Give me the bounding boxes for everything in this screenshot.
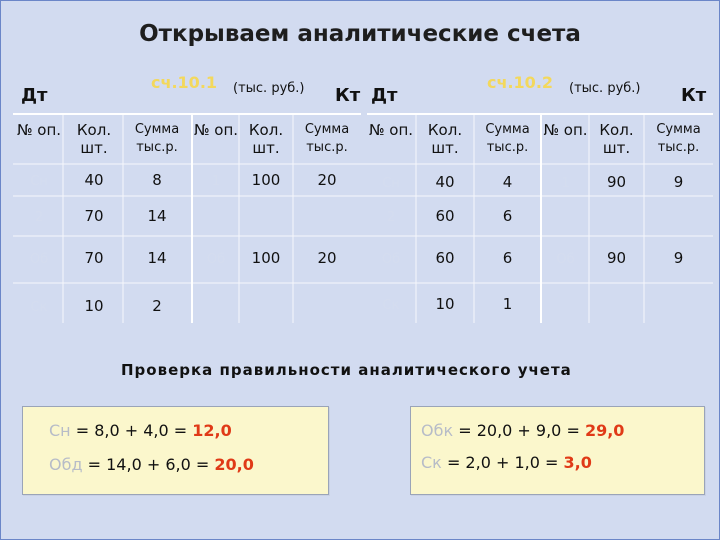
left-debit-label: Дт: [21, 85, 48, 106]
right-debit-op-header: № оп.: [368, 121, 414, 139]
left-row-3-qty2: 100: [251, 249, 281, 267]
right-debit-label: Дт: [371, 85, 398, 106]
right-debit-sum-header: Сумма тыс.р.: [485, 122, 530, 155]
left-row-1-sum2: 20: [317, 171, 337, 189]
left-row-4-qty: 10: [84, 297, 104, 315]
t-account-grid: [1, 1, 719, 331]
check-line-4-expr: = 2,0 + 1,0 =: [446, 453, 559, 472]
right-row-3-op: Об: [381, 252, 401, 267]
check-line-3-expr: = 20,0 + 9,0 =: [458, 421, 580, 440]
left-row-2-sum: 14: [147, 207, 167, 225]
right-row-1-sum: 4: [502, 173, 513, 191]
left-row-1-sum: 8: [152, 171, 162, 189]
left-row-1-qty2: 100: [251, 171, 281, 189]
right-row-3-op2: Об: [556, 252, 575, 267]
right-row-4-op: Ск: [382, 298, 400, 313]
right-credit-sum-header: Сумма тыс.р.: [656, 122, 701, 155]
right-row-2-op: 2: [386, 210, 396, 225]
right-credit-label: Кт: [681, 85, 707, 106]
left-credit-label: Кт: [335, 85, 361, 106]
left-row-4-op: Ск: [30, 300, 48, 315]
check-line-2: [49, 455, 254, 474]
page-title: Открываем аналитические счета: [139, 21, 581, 47]
left-credit-op-header: № оп.: [193, 121, 239, 139]
check-line-1-expr: = 8,0 + 4,0 =: [75, 421, 188, 440]
check-box-right: [410, 406, 705, 495]
check-line-4-label: Ск: [421, 453, 442, 472]
check-line-2-expr: = 14,0 + 6,0 =: [87, 455, 210, 474]
right-units: (тыс. руб.): [569, 81, 641, 96]
right-row-2-qty: 60: [435, 207, 455, 225]
right-debit-qty-header: Кол. шт.: [427, 121, 463, 157]
right-credit-op-header: № оп.: [543, 121, 588, 139]
right-row-2-sum: 6: [502, 207, 513, 225]
left-row-3-sum: 14: [147, 249, 167, 267]
right-account-code: сч.10.2: [487, 73, 554, 92]
left-row-1-op2: 1: [211, 174, 221, 189]
check-line-1: [49, 421, 232, 440]
left-debit-qty-header: Кол. шт.: [76, 121, 112, 157]
check-line-2-label: Обд: [49, 455, 83, 474]
right-row-1-op: Сн: [382, 176, 400, 191]
left-credit-sum-header: Сумма тыс.р.: [304, 122, 350, 155]
right-row-1-qty2: 90: [606, 173, 627, 191]
check-line-4-result: 3,0: [563, 453, 592, 472]
left-row-1-op: Сн: [30, 174, 48, 189]
check-line-1-label: Сн: [49, 421, 71, 440]
right-row-1-op2: 1: [561, 176, 570, 191]
left-row-2-op: 2: [34, 210, 44, 225]
right-row-3-sum2: 9: [673, 249, 684, 267]
right-row-1-sum2: 9: [673, 173, 684, 191]
left-debit-op-header: № оп.: [16, 121, 62, 139]
check-line-4: [421, 453, 592, 472]
right-row-4-qty: 10: [435, 295, 455, 313]
left-units: (тыс. руб.): [233, 81, 305, 96]
left-row-2-qty: 70: [84, 207, 104, 225]
right-row-3-qty: 60: [435, 249, 455, 267]
left-row-1-qty: 40: [84, 171, 104, 189]
check-line-2-result: 20,0: [214, 455, 254, 474]
check-line-3-result: 29,0: [584, 421, 625, 440]
left-credit-qty-header: Кол. шт.: [248, 121, 284, 157]
right-row-3-sum: 6: [502, 249, 513, 267]
check-line-1-result: 12,0: [192, 421, 232, 440]
right-row-1-qty: 40: [435, 173, 455, 191]
check-title: Проверка правильности аналитического учета: [121, 361, 572, 379]
left-row-3-qty: 70: [84, 249, 104, 267]
check-line-3: [421, 421, 624, 440]
left-row-3-op2: Об: [206, 252, 226, 267]
left-row-3-sum2: 20: [317, 249, 337, 267]
check-box-left: [22, 406, 329, 495]
right-row-3-qty2: 90: [606, 249, 627, 267]
right-credit-qty-header: Кол. шт.: [599, 121, 634, 157]
left-account-code: сч.10.1: [151, 73, 218, 92]
left-debit-sum-header: Сумма тыс.р.: [134, 122, 180, 155]
check-line-3-label: Обк: [421, 421, 454, 440]
right-row-4-sum: 1: [502, 295, 513, 313]
left-row-3-op: Об: [29, 252, 49, 267]
left-row-4-sum: 2: [152, 297, 162, 315]
